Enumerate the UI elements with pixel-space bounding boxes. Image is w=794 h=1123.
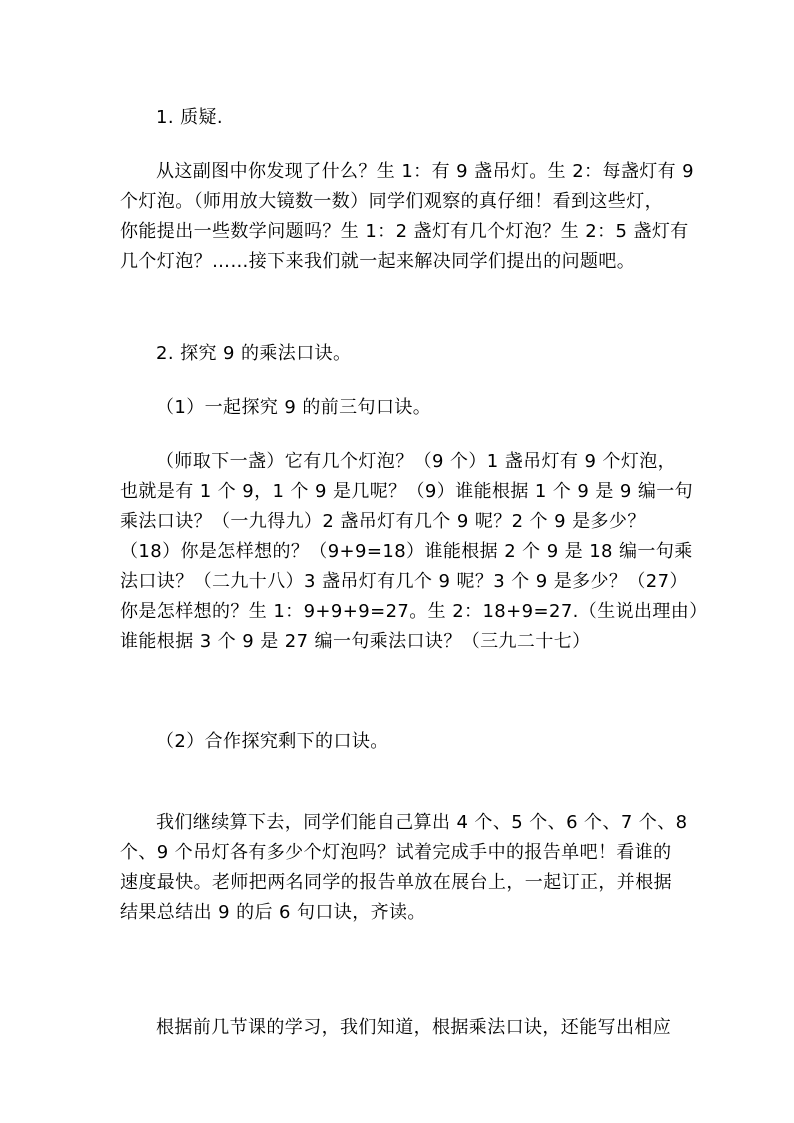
paragraph-discover (120, 157, 695, 277)
paragraph-line: 1. 质疑. (156, 107, 224, 128)
paragraph-line: 个灯泡。（师用放大镜数一数）同学们观察的真仔细！看到这些灯， (120, 191, 663, 212)
subheading-remaining (120, 727, 680, 757)
paragraph-line: 2. 探究 9 的乘法口诀。 (156, 343, 352, 364)
heading-explore-9 (120, 339, 680, 369)
paragraph-line: 法口诀？（二九十八）3 盏吊灯有几个 9 呢？3 个 9 是多少？（27） (120, 571, 688, 592)
subheading-first-three (120, 393, 680, 423)
paragraph-line: 谁能根据 3 个 9 是 27 编一句乘法口诀？（三九二十七） (120, 631, 591, 652)
paragraph-line: 根据前几节课的学习，我们知道，根据乘法口诀，还能写出相应 (156, 1017, 672, 1038)
paragraph-line: （18）你是怎样想的？（9+9=18）谁能根据 2 个 9 是 18 编一句乘 (120, 541, 693, 562)
paragraph-line: （师取下一盏）它有几个灯泡？（9 个）1 盏吊灯有 9 个灯泡， (156, 451, 677, 472)
paragraph-line: 你能提出一些数学问题吗？生 1：2 盏灯有几个灯泡？生 2：5 盏灯有 (120, 221, 689, 242)
paragraph-line: 几个灯泡？……接下来我们就一起来解决同学们提出的问题吧。 (120, 251, 636, 272)
paragraph-line: 乘法口诀？（一九得九）2 盏吊灯有几个 9 呢？2 个 9 是多少？ (120, 511, 646, 532)
paragraph-line: 也就是有 1 个 9，1 个 9 是几呢？（9）谁能根据 1 个 9 是 9 编一句 (120, 481, 694, 502)
paragraph-remaining (120, 808, 688, 928)
paragraph-line: （2）合作探究剩下的口诀。 (156, 731, 389, 752)
heading-questioning (120, 103, 680, 133)
paragraph-line: 我们继续算下去，同学们能自己算出 4 个、5 个、6 个、7 个、8 (156, 812, 688, 833)
paragraph-line: 速度最快。老师把两名同学的报告单放在展台上，一起订正，并根据 (120, 872, 672, 893)
paragraph-line: 个、9 个吊灯各有多少个灯泡吗？试着完成手中的报告单吧！看谁的 (120, 842, 672, 863)
paragraph-line: 你是怎样想的？生 1：9+9+9=27。生 2：18+9=27.（生说出理由） (120, 601, 708, 622)
paragraph-line: 从这副图中你发现了什么？生 1：有 9 盏吊灯。生 2：每盏灯有 9 (156, 161, 695, 182)
paragraph-next-section (120, 1013, 680, 1043)
paragraph-line: 结果总结出 9 的后 6 句口诀，齐读。 (120, 902, 426, 923)
paragraph-line: （1）一起探究 9 的前三句口诀。 (156, 397, 432, 418)
paragraph-first-three (120, 447, 708, 657)
